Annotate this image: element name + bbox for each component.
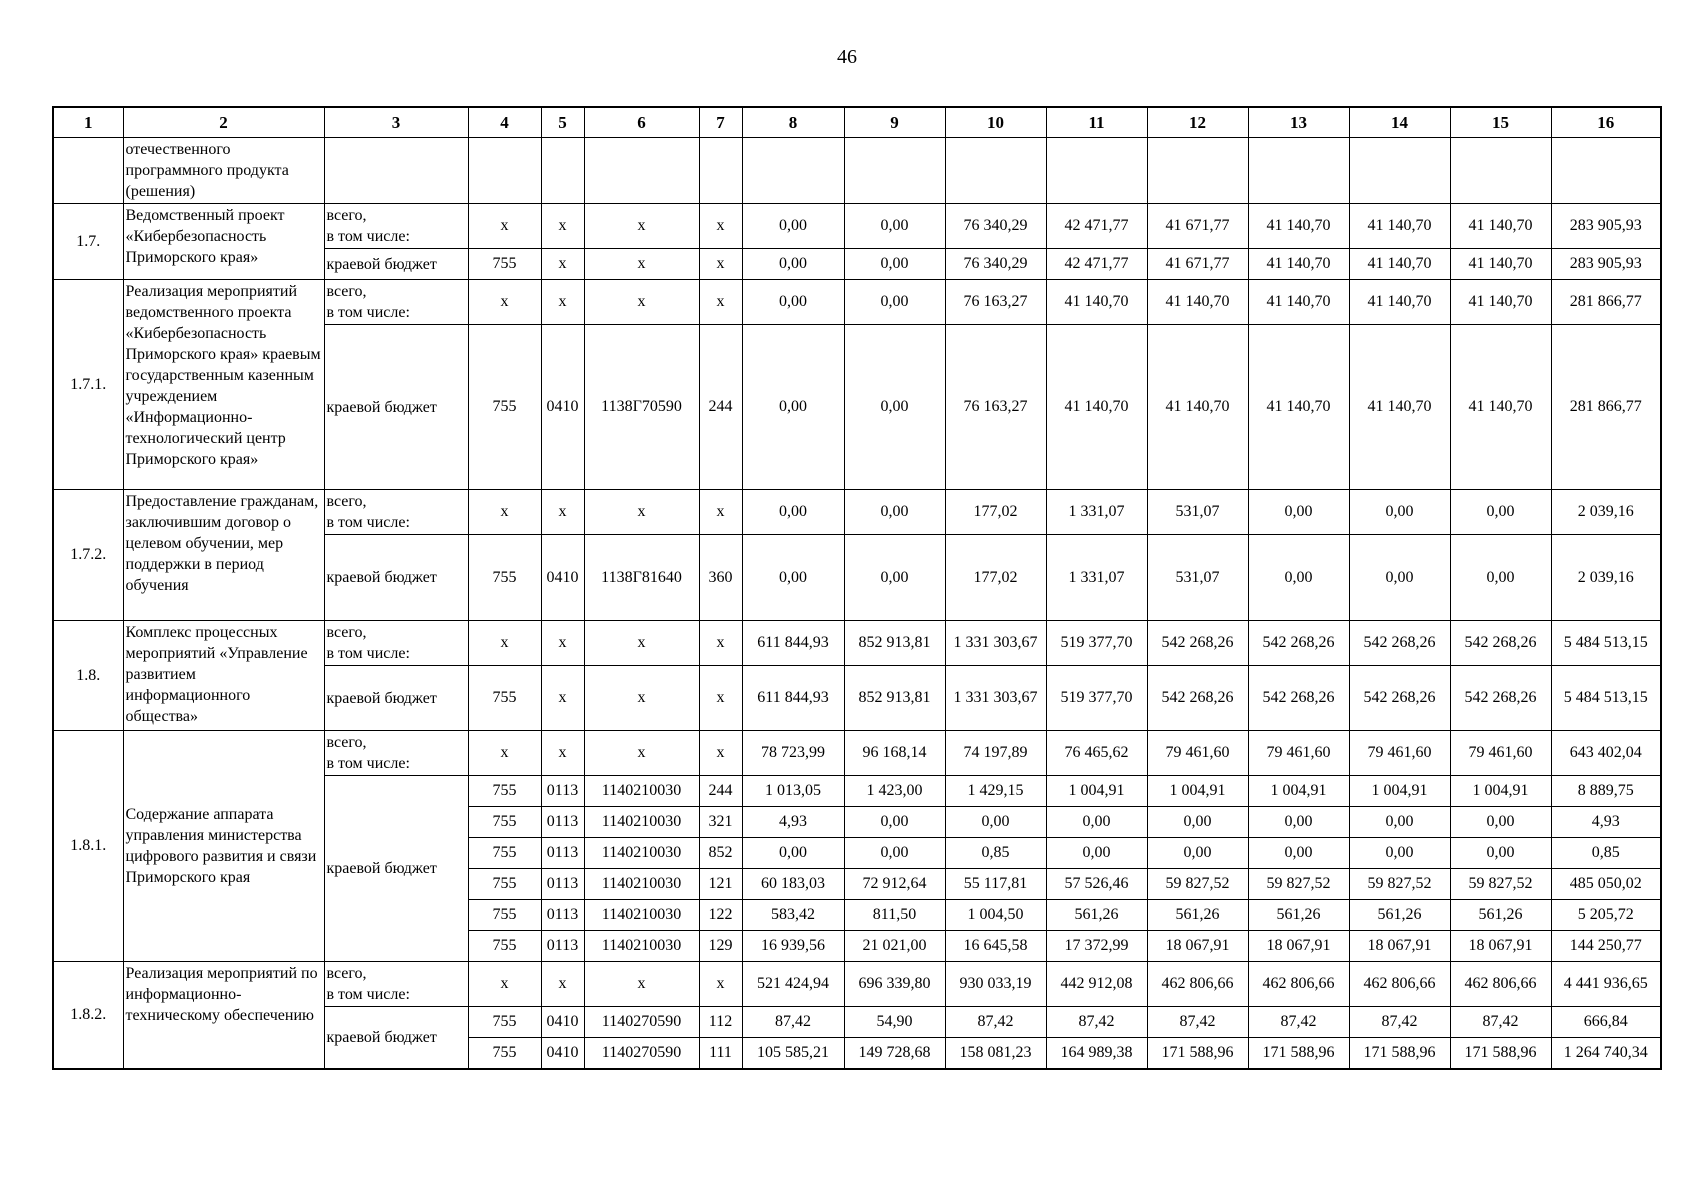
cell: 55 117,81 [945,869,1046,900]
table-row [53,490,1661,535]
cell: 96 168,14 [844,731,945,776]
cell: 811,50 [844,900,945,931]
cell: 17 372,99 [1046,931,1147,962]
cell: 76 340,29 [945,204,1046,249]
cell: 0,00 [844,838,945,869]
cell: x [584,204,699,249]
cell: 0113 [541,869,584,900]
cell: 755 [468,1007,541,1038]
cell: 112 [699,1007,742,1038]
cell: 0,00 [1147,807,1248,838]
cell: 87,42 [945,1007,1046,1038]
cell: x [541,490,584,535]
cell: 0,00 [1248,535,1349,621]
cell: 0,00 [1046,807,1147,838]
cell: 542 268,26 [1248,621,1349,666]
cell: 696 339,80 [844,962,945,1007]
cell: 561,26 [1147,900,1248,931]
cell: 0,00 [844,325,945,490]
cell: 8 889,75 [1551,776,1661,807]
cell: 177,02 [945,535,1046,621]
table-row [53,204,1661,249]
col-header: 6 [584,107,699,138]
col-header: 3 [324,107,468,138]
total-label: всего, в том числе: [324,962,468,1007]
cell: x [584,249,699,280]
cell: 0113 [541,807,584,838]
cell: 0410 [541,535,584,621]
cell: 244 [699,325,742,490]
cell: 1 423,00 [844,776,945,807]
cell: 1 004,91 [1248,776,1349,807]
cell: 177,02 [945,490,1046,535]
cell: 129 [699,931,742,962]
cell: x [699,280,742,325]
cell: 0,00 [844,249,945,280]
cell: 41 140,70 [1046,280,1147,325]
cell: 519 377,70 [1046,666,1147,731]
col-header: 9 [844,107,945,138]
cell: 0,00 [1349,490,1450,535]
col-header: 8 [742,107,844,138]
cell: 0410 [541,1007,584,1038]
cell: 5 484 513,15 [1551,621,1661,666]
cell: 1 331,07 [1046,535,1147,621]
page-number: 46 [837,46,857,68]
budget-label: краевой бюджет [324,535,468,621]
cell: 462 806,66 [1450,962,1551,1007]
cell: 87,42 [1046,1007,1147,1038]
cell: 0,00 [742,490,844,535]
cell: 41 140,70 [1349,325,1450,490]
cell: 521 424,94 [742,962,844,1007]
cell: 0,00 [1349,807,1450,838]
cell: 5 484 513,15 [1551,666,1661,731]
total-label: всего, в том числе: [324,490,468,535]
row-id: 1.8.2. [53,962,123,1069]
cell: 41 140,70 [1248,325,1349,490]
continuation-row [53,138,1661,204]
cell: x [541,962,584,1007]
cell: 79 461,60 [1147,731,1248,776]
cell: 121 [699,869,742,900]
cell: 0113 [541,776,584,807]
cell: x [468,731,541,776]
cell: 0113 [541,838,584,869]
cell: 1 004,91 [1349,776,1450,807]
cell: 0,00 [742,204,844,249]
cell: 4,93 [1551,807,1661,838]
cell: 18 067,91 [1248,931,1349,962]
cell: 59 827,52 [1147,869,1248,900]
row-name: отечественного программного продукта (решения) [123,138,324,204]
cell: 76 340,29 [945,249,1046,280]
row-name: Содержание аппарата управления министерства цифрового развития и связи Приморского края [123,731,324,962]
cell: 41 140,70 [1450,280,1551,325]
cell: 852 [699,838,742,869]
cell: 542 268,26 [1349,666,1450,731]
cell: 0,00 [1046,838,1147,869]
cell: 144 250,77 [1551,931,1661,962]
cell: x [468,280,541,325]
cell: x [699,666,742,731]
cell: 542 268,26 [1248,666,1349,731]
cell: 462 806,66 [1147,962,1248,1007]
cell: 485 050,02 [1551,869,1661,900]
cell: 1 004,91 [1147,776,1248,807]
cell: 41 140,70 [1248,204,1349,249]
cell: 171 588,96 [1248,1038,1349,1069]
cell: 1140270590 [584,1038,699,1069]
cell: 42 471,77 [1046,249,1147,280]
cell: 442 912,08 [1046,962,1147,1007]
cell: 0,00 [844,204,945,249]
cell: 41 671,77 [1147,249,1248,280]
cell: 0,00 [844,535,945,621]
cell: 2 039,16 [1551,535,1661,621]
cell: 852 913,81 [844,621,945,666]
col-header: 13 [1248,107,1349,138]
budget-label: краевой бюджет [324,249,468,280]
cell: 0410 [541,1038,584,1069]
cell: 0,00 [945,807,1046,838]
cell: 0,00 [1147,838,1248,869]
cell: 281 866,77 [1551,280,1661,325]
cell: 1 013,05 [742,776,844,807]
cell: 561,26 [1248,900,1349,931]
col-header: 12 [1147,107,1248,138]
col-header: 15 [1450,107,1551,138]
cell: 87,42 [742,1007,844,1038]
table-row [53,731,1661,776]
cell: 1 004,91 [1046,776,1147,807]
cell: 0,00 [1248,838,1349,869]
cell: x [468,204,541,249]
cell: 0113 [541,900,584,931]
cell: 0,00 [1450,807,1551,838]
cell: x [699,249,742,280]
cell: 755 [468,535,541,621]
cell: 360 [699,535,742,621]
cell: 0,00 [742,838,844,869]
cell: 18 067,91 [1147,931,1248,962]
col-header: 11 [1046,107,1147,138]
cell: x [468,490,541,535]
row-name: Реализация мероприятий по информационно-техническому обеспечению [123,962,324,1069]
cell: 542 268,26 [1450,621,1551,666]
cell: 666,84 [1551,1007,1661,1038]
cell: 0,00 [844,807,945,838]
cell: 462 806,66 [1248,962,1349,1007]
cell: 78 723,99 [742,731,844,776]
cell: 41 140,70 [1450,249,1551,280]
cell: 0,00 [742,280,844,325]
cell: 0,00 [1248,807,1349,838]
row-id: 1.7.2. [53,490,123,621]
cell: x [468,621,541,666]
cell: 171 588,96 [1450,1038,1551,1069]
cell: 852 913,81 [844,666,945,731]
cell: x [699,962,742,1007]
cell: 611 844,93 [742,621,844,666]
cell: 542 268,26 [1450,666,1551,731]
cell: 643 402,04 [1551,731,1661,776]
cell: 0,85 [1551,838,1661,869]
cell: 542 268,26 [1147,666,1248,731]
cell: 1 429,15 [945,776,1046,807]
cell: 79 461,60 [1450,731,1551,776]
cell: 122 [699,900,742,931]
cell: 561,26 [1349,900,1450,931]
cell: 87,42 [1147,1007,1248,1038]
cell: 755 [468,900,541,931]
cell: 171 588,96 [1147,1038,1248,1069]
cell: 0,00 [742,535,844,621]
cell: 41 140,70 [1450,204,1551,249]
cell: 0,00 [1450,838,1551,869]
budget-label: краевой бюджет [324,666,468,731]
cell: 930 033,19 [945,962,1046,1007]
table-row [53,962,1661,1007]
cell: 0,85 [945,838,1046,869]
cell: 283 905,93 [1551,204,1661,249]
cell: 755 [468,931,541,962]
total-label: всего, в том числе: [324,204,468,249]
cell: 1140270590 [584,1007,699,1038]
cell: 76 465,62 [1046,731,1147,776]
cell: 72 912,64 [844,869,945,900]
cell: 611 844,93 [742,666,844,731]
cell: 76 163,27 [945,325,1046,490]
cell: x [541,666,584,731]
cell: 60 183,03 [742,869,844,900]
total-label: всего, в том числе: [324,621,468,666]
cell: 283 905,93 [1551,249,1661,280]
cell: 171 588,96 [1349,1038,1450,1069]
cell: 281 866,77 [1551,325,1661,490]
cell: x [584,490,699,535]
row-id: 1.8. [53,621,123,731]
cell: 158 081,23 [945,1038,1046,1069]
cell: 79 461,60 [1349,731,1450,776]
cell: 1140210030 [584,776,699,807]
cell: x [541,621,584,666]
cell: 41 140,70 [1147,325,1248,490]
cell: x [584,962,699,1007]
cell: 0113 [541,931,584,962]
col-header: 7 [699,107,742,138]
cell: 755 [468,869,541,900]
cell: 21 021,00 [844,931,945,962]
cell: 1 004,50 [945,900,1046,931]
cell: 111 [699,1038,742,1069]
budget-label: краевой бюджет [324,325,468,490]
cell: 41 140,70 [1349,249,1450,280]
cell: 1 331 303,67 [945,666,1046,731]
cell: 41 140,70 [1248,249,1349,280]
cell: 87,42 [1349,1007,1450,1038]
row-name: Предоставление гражданам, заключившим договор о целевом обучении, мер поддержки в период обучения [123,490,324,621]
total-label: всего, в том числе: [324,731,468,776]
cell: 57 526,46 [1046,869,1147,900]
cell: 1 331,07 [1046,490,1147,535]
cell: 1140210030 [584,869,699,900]
col-header: 5 [541,107,584,138]
cell: 4,93 [742,807,844,838]
cell: 561,26 [1046,900,1147,931]
row-id [53,138,123,204]
cell: x [584,666,699,731]
cell: 0,00 [844,490,945,535]
cell: 583,42 [742,900,844,931]
table-row [53,621,1661,666]
cell: 105 585,21 [742,1038,844,1069]
table-row [53,280,1661,325]
row-id: 1.7. [53,204,123,280]
cell: 54,90 [844,1007,945,1038]
budget-table [52,106,1662,1070]
cell: x [541,204,584,249]
cell: 542 268,26 [1349,621,1450,666]
cell: 321 [699,807,742,838]
cell: 41 140,70 [1046,325,1147,490]
cell: 755 [468,666,541,731]
cell: x [584,621,699,666]
cell: 41 140,70 [1147,280,1248,325]
cell: 542 268,26 [1147,621,1248,666]
cell: 2 039,16 [1551,490,1661,535]
cell: 1 331 303,67 [945,621,1046,666]
row-name: Комплекс процессных мероприятий «Управление развитием информационного общества» [123,621,324,731]
cell: 0,00 [1450,535,1551,621]
cell: x [468,962,541,1007]
cell: 755 [468,776,541,807]
cell: 16 939,56 [742,931,844,962]
total-label: всего, в том числе: [324,280,468,325]
cell: 59 827,52 [1450,869,1551,900]
budget-label: краевой бюджет [324,1007,468,1069]
cell: 755 [468,325,541,490]
cell: 16 645,58 [945,931,1046,962]
cell: 755 [468,807,541,838]
cell: 74 197,89 [945,731,1046,776]
cell: 149 728,68 [844,1038,945,1069]
cell: x [541,280,584,325]
cell: 41 140,70 [1248,280,1349,325]
cell: 1140210030 [584,931,699,962]
cell: 0,00 [844,280,945,325]
header-row [53,107,1661,138]
cell: 561,26 [1450,900,1551,931]
cell: 1140210030 [584,900,699,931]
cell: 0,00 [742,249,844,280]
cell: 0,00 [742,325,844,490]
col-header: 2 [123,107,324,138]
cell: 87,42 [1450,1007,1551,1038]
cell: 164 989,38 [1046,1038,1147,1069]
cell: 1138Г81640 [584,535,699,621]
cell: 18 067,91 [1450,931,1551,962]
cell: x [541,731,584,776]
cell: 244 [699,776,742,807]
cell: 0410 [541,325,584,490]
cell: 755 [468,1038,541,1069]
budget-label: краевой бюджет [324,776,468,962]
cell: 1138Г70590 [584,325,699,490]
row-id: 1.8.1. [53,731,123,962]
cell: 41 140,70 [1450,325,1551,490]
cell: 41 140,70 [1349,204,1450,249]
cell: 0,00 [1450,490,1551,535]
cell: 755 [468,249,541,280]
cell: 42 471,77 [1046,204,1147,249]
cell: 531,07 [1147,490,1248,535]
row-name: Ведомственный проект «Кибербезопасность Приморского края» [123,204,324,280]
cell: x [699,621,742,666]
cell: 519 377,70 [1046,621,1147,666]
cell: x [699,731,742,776]
cell: 79 461,60 [1248,731,1349,776]
col-header: 16 [1551,107,1661,138]
row-name: Реализация мероприятий ведомственного проекта «Кибербезопасность Приморского края» краевым государственным казенным учреждением «Информационно-технологический центр Приморского края» [123,280,324,490]
cell: 1140210030 [584,838,699,869]
cell: x [584,280,699,325]
cell: 5 205,72 [1551,900,1661,931]
row-id: 1.7.1. [53,280,123,490]
cell: 76 163,27 [945,280,1046,325]
cell: 18 067,91 [1349,931,1450,962]
cell: x [541,249,584,280]
cell: 41 671,77 [1147,204,1248,249]
cell: x [699,204,742,249]
cell: 0,00 [1349,535,1450,621]
cell: 59 827,52 [1349,869,1450,900]
cell: 1 004,91 [1450,776,1551,807]
cell: 4 441 936,65 [1551,962,1661,1007]
col-header: 4 [468,107,541,138]
cell: 462 806,66 [1349,962,1450,1007]
cell: 87,42 [1248,1007,1349,1038]
cell: x [699,490,742,535]
cell: 531,07 [1147,535,1248,621]
cell: 0,00 [1349,838,1450,869]
cell: x [584,731,699,776]
col-header: 10 [945,107,1046,138]
cell: 755 [468,838,541,869]
col-header: 14 [1349,107,1450,138]
col-header: 1 [53,107,123,138]
cell: 1140210030 [584,807,699,838]
cell: 1 264 740,34 [1551,1038,1661,1069]
cell: 41 140,70 [1349,280,1450,325]
cell: 0,00 [1248,490,1349,535]
cell: 59 827,52 [1248,869,1349,900]
